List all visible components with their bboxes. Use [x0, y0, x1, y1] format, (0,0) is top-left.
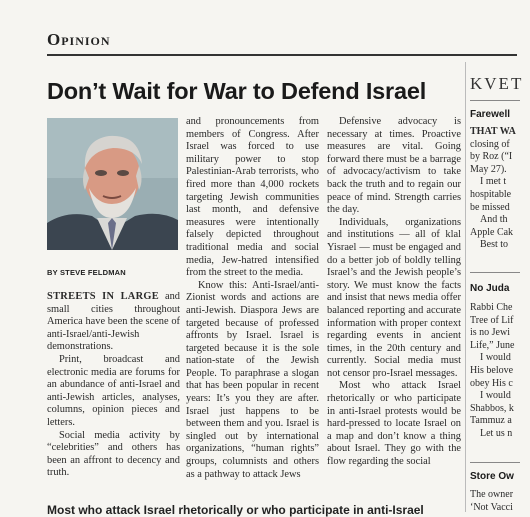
paragraph: Print, broadcast and electronic media are forums for an abundance of anti-Israel and anti-Jewish articles, analyses, columns, opinion pieces and letters.	[47, 353, 180, 428]
section-rule	[47, 54, 517, 56]
paragraph: Know this: Anti-Israel/anti-Zionist words and actions are anti-Jewish. Diaspora Jews are targeted because of professed affronts by Israel. Israel is targeted because it is the sole nation-state of the Jewish People. To paraphrase a slogan that has been popular in recent years: It’s you they are after. Israel just happens to be between them and you. Israel is singled out by international organizations, “human rights” groups, columnists and others as a pathway to attack Jews	[186, 279, 319, 480]
letter-line: by Roz (“I	[470, 151, 513, 163]
letter-line: And th	[480, 214, 508, 226]
letter-line: Life,” June	[470, 339, 515, 351]
article-column-3	[327, 116, 461, 469]
column-divider	[465, 62, 466, 512]
paragraph: Defensive advocacy is necessary at times. Proactive measures are vital. Going forward there must be a barrage of advocacy/activism to take back the truth and to regain our peace of mind. Strength carries the day.	[327, 116, 461, 216]
paragraph: and pronouncements from members of Congress. After Israel was forced to use military power to stop Palestinian-Arab terrorists, who fired more than 4,000 rockets targeting Jewish communities last month, and defensive measures were intentionally falsely depicted throughout traditional media and social media, Jew-hatred intensified from the street to the media.	[186, 116, 319, 279]
sidebar-heading-no-judaism: No Juda	[470, 283, 510, 294]
letter-line: I would	[480, 352, 511, 364]
paragraph: Social media activity by “celebrities” and others has been an affront to decency and truth.	[47, 429, 180, 479]
paragraph	[47, 291, 180, 354]
article-column-2	[186, 116, 319, 481]
letter-line: May 27).	[470, 163, 507, 175]
letter-line: be missed	[470, 201, 510, 213]
letter-line: Tammuz a	[470, 415, 512, 427]
sidebar-letter-2	[470, 302, 530, 441]
letter-line: ‘Not Vacci	[470, 501, 513, 513]
sidebar-heading-farewell: Farewell	[470, 109, 511, 120]
sidebar-heading-store-owner: Store Ow	[470, 471, 514, 482]
paragraph: Individuals, organizations and institutions — all of klal Yisrael — must be engaged and do a better job of boldly telling Israel’s and the Jewish people’s story. We must know the facts and insist that news media offer balanced reporting and accurate information with proper context regarding events in ancient times, in the 20th century and currently. Social media must not censor pro-Israel messages.	[327, 216, 461, 379]
sidebar-rule	[470, 462, 520, 463]
sidebar-letter-1	[470, 126, 530, 252]
letter-line: Best to	[480, 239, 509, 251]
section-label: Opinion	[47, 30, 111, 49]
byline: BY STEVE FELDMAN	[47, 268, 126, 277]
pull-quote: Most who attack Israel rhetorically or who participate in anti-Israel	[47, 503, 424, 517]
letter-line: The owner	[470, 489, 514, 500]
sidebar-rule	[470, 100, 520, 101]
letter-line: hospitable	[470, 188, 512, 200]
letter-line: I would	[480, 390, 511, 402]
letter-line: obey His c	[470, 377, 513, 389]
letter-line: is no Jewi	[470, 327, 510, 339]
letter-line: Tree of Lif	[470, 314, 514, 326]
sidebar-letter-3	[470, 489, 530, 514]
paragraph: Most who attack Israel rhetorically or who participate in anti-Israel protests would be hard-pressed to locate Israel on a map and don’t know a thing about Israel. They go with the flow regarding the social	[327, 380, 461, 468]
lead-in: STREETS IN LARGE	[47, 291, 160, 302]
letter-line: I met t	[480, 176, 507, 188]
letter-line: His belove	[470, 364, 514, 376]
letter-line: Shabbos, k	[470, 402, 514, 414]
sidebar-masthead: KVET	[470, 74, 524, 93]
letter-line: Rabbi Che	[470, 302, 513, 313]
article-column-1	[47, 291, 180, 480]
author-photo	[47, 118, 178, 250]
author-photo-illustration	[47, 118, 178, 250]
lead-text: and small cities throughout America have been the scene of anti-Israel/anti-Jewish demonstrations.	[47, 291, 181, 353]
headline: Don’t Wait for War to Defend Israel	[47, 78, 427, 104]
letter-line: THAT WA	[470, 126, 516, 137]
letter-line: Let us n	[480, 427, 513, 439]
letter-line: closing of	[470, 138, 510, 150]
letter-line: Apple Cak	[470, 226, 514, 238]
sidebar-rule	[470, 272, 520, 273]
